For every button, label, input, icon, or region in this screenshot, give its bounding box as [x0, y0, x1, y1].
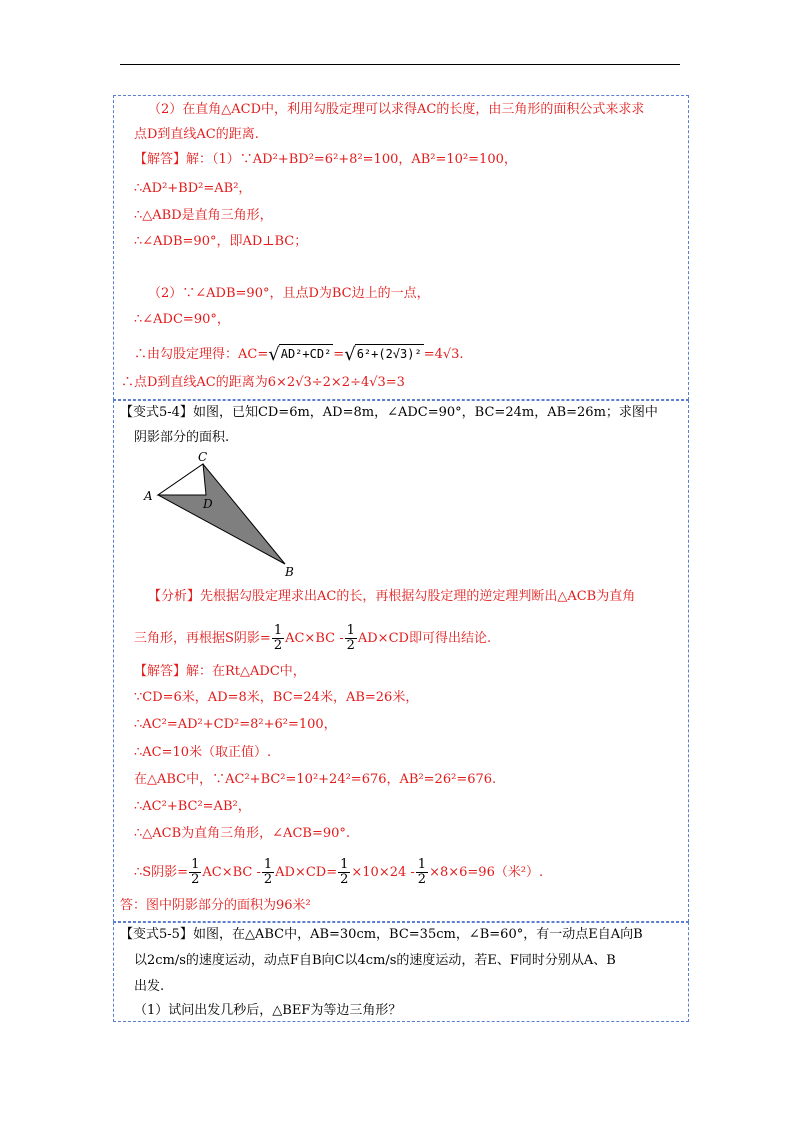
equation-7-lead: ∴由勾股定理得：AC=	[134, 347, 269, 362]
analysis-line2	[134, 624, 491, 653]
shaded-triangle	[158, 464, 285, 564]
geometry-figure	[140, 450, 300, 580]
solution-line-7	[134, 858, 543, 887]
radicand-1: AD²+CD²	[279, 344, 334, 363]
part2-analysis-line1: （2）在直角△ACD中，利用勾股定理可以求得AC的长度，由三角形的面积公式来求求	[148, 102, 645, 117]
fraction-half: $\frac{1}{2}$	[273, 623, 283, 653]
analysis-text-b: AC×BC -	[285, 631, 344, 646]
fraction-half: $\frac{1}{2}$	[263, 857, 273, 887]
equation-3: ∴△ABD是直角三角形，	[134, 208, 273, 223]
solution-line-3: ∴AC=10米（取正值）.	[134, 745, 272, 760]
solution-line-5: ∴AC²+BC²=AB²，	[134, 799, 251, 814]
question-5-5-line3: 出发.	[134, 979, 165, 994]
area-term-d: ×10×24 -	[351, 865, 415, 880]
radicand-2: 6²+(2√3)²	[355, 344, 424, 363]
answer-tag: 【解答】	[134, 664, 187, 679]
fraction-half: $\frac{1}{2}$	[340, 857, 349, 887]
answer-line-1	[134, 151, 517, 169]
answer-tag: 【解答】	[134, 152, 187, 167]
equation-6: ∴∠ADC=90°，	[134, 312, 230, 327]
fraction-half: $\frac{1}{2}$	[417, 857, 427, 887]
question-tag: 【变式5-5】	[120, 927, 193, 942]
analysis-line1	[148, 588, 635, 606]
label-B: B	[285, 565, 294, 579]
question-tag: 【变式5-4】	[120, 405, 193, 420]
analysis-text: 先根据勾股定理求出AC的长，再根据勾股定理的逆定理判断出△ACB为直角	[200, 589, 636, 604]
analysis-tag: 【分析】	[148, 589, 201, 604]
question-5-4-line2: 阴影部分的面积.	[134, 430, 230, 445]
fraction-half: $\frac{1}{2}$	[191, 857, 200, 887]
answer-5-4-line	[134, 663, 306, 681]
equation-8: ∴点D到直线AC的距离为6×2√3÷2×2÷4√3=3	[121, 375, 405, 390]
sqrt-sign: √	[344, 344, 356, 365]
question-5-5-line4: （1）试问出发几秒后，△BEF为等边三角形？	[134, 1003, 402, 1018]
area-term-e: ×8×6=96（米²）.	[429, 865, 544, 880]
question-5-5-line1	[120, 926, 643, 944]
equation-7-tail: =4√3.	[423, 347, 464, 362]
solution-line-1: ∵CD=6米，AD=8米，BC=24米，AB=26米，	[134, 690, 419, 705]
equation-4: ∴∠ADB=90°，即AD⊥BC；	[134, 234, 308, 249]
solution-line-6: ∴△ACB为直角三角形，∠ACB=90°.	[134, 826, 351, 841]
solution-line-4: 在△ABC中，∵AC²+BC²=10²+24²=676，AB²=26²=676.	[134, 772, 497, 787]
question-5-5-line2: 以2cm/s的速度运动，动点F自B向C以4cm/s的速度运动，若E、F同时分别从A、B	[134, 953, 616, 968]
equation-5: （2）∵∠ADB=90°，且点D为BC边上的一点，	[148, 286, 430, 301]
equation-7	[134, 344, 464, 364]
solution-line-2: ∴AC²=AD²+CD²=8²+6²=100，	[134, 717, 337, 732]
fraction-half: $\frac{1}{2}$	[346, 623, 355, 653]
label-D: D	[203, 497, 213, 511]
header-rule	[120, 64, 680, 65]
label-A: A	[144, 489, 153, 503]
area-term-b: AC×BC -	[202, 865, 261, 880]
final-answer: 答：图中阴影部分的面积为96米²	[120, 898, 311, 913]
question-text: 如图，已知CD=6m，AD=8m，∠ADC=90°，BC=24m，AB=26m；求图中	[192, 405, 658, 420]
answer-lead: 解：（1）∵	[186, 152, 253, 167]
question-5-4-line1	[120, 404, 658, 422]
right-triangle-acd	[158, 464, 206, 495]
answer-lead: 解：在Rt△ADC中，	[186, 664, 306, 679]
sqrt-sign: √	[268, 344, 280, 365]
equation-1: AD²+BD²=6²+8²=100，AB²=10²=100，	[252, 152, 517, 167]
area-lead: ∴S阴影=	[134, 865, 189, 880]
part2-analysis-line2: 点D到直线AC的距离.	[134, 127, 259, 142]
question-text: 如图，在△ABC中，AB=30cm，BC=35cm，∠B=60°，有一动点E自A向B	[192, 927, 643, 942]
analysis-text-c: AD×CD即可得出结论.	[357, 631, 492, 646]
area-term-c: AD×CD=	[275, 865, 338, 880]
equals: =	[333, 347, 345, 362]
label-C: C	[198, 450, 208, 464]
analysis-text-a: 三角形，再根据S阴影=	[134, 631, 271, 646]
equation-2: ∴AD²+BD²=AB²，	[134, 181, 252, 196]
